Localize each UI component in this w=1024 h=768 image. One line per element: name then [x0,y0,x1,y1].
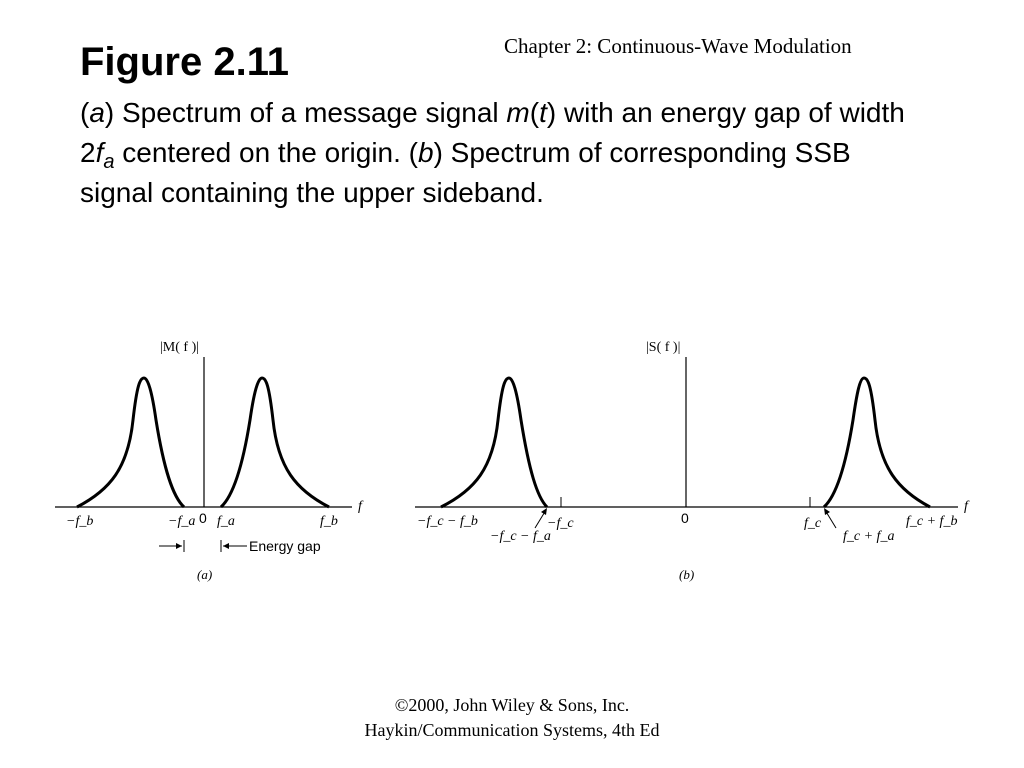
panel-a [55,340,364,582]
figure-title: Figure 2.11 [80,40,289,84]
energy-gap-label: Energy gap [249,538,321,554]
caption-part: b [418,137,434,168]
panel-b [415,340,970,582]
tick-label: f_b [320,514,338,529]
tick-label: f_a [217,514,235,529]
tick-label: −f_b [66,514,94,529]
panel-a-sublabel: (a) [197,567,213,582]
caption-part: ( [80,97,90,128]
spectrum-lobe-positive [221,378,329,507]
arrowhead [176,543,182,549]
ylabel-b: |S( f )| [646,340,681,355]
caption-part: t [539,97,547,128]
ssb-lobe-positive [824,378,930,507]
arrowhead [223,543,229,549]
xlabel-b: f [964,499,968,514]
ssb-lobe-negative [441,378,547,507]
panel-b-sublabel: (b) [679,567,695,582]
spectrum-lobe-negative [77,378,184,507]
tick-label: f_c + f_a [843,529,895,544]
caption-part: centered on the origin. ( [114,137,418,168]
tick-label: f_c [804,516,822,531]
caption-part: ) with an energy gap of width 2 [80,97,905,168]
tick-label: −f_c [547,516,574,531]
tick-label: −f_c − f_b [417,514,478,529]
ylabel-a: |M( f )| [160,340,200,355]
tick-label: f_c + f_b [906,514,958,529]
caption-part: ( [529,97,540,128]
chapter-header: Chapter 2: Continuous-Wave Modulation [504,34,852,58]
caption-part: a [89,97,105,128]
copyright-line: ©2000, John Wiley & Sons, Inc. [394,695,630,715]
tick-label: 0 [199,510,207,526]
tick-label: 0 [681,510,689,526]
book-citation: Haykin/Communication Systems, 4th Ed [364,720,660,740]
tick-label: −f_c − f_a [490,529,551,544]
caption-part: f [95,137,104,168]
caption-part: m [506,97,530,128]
tick-label: −f_a [168,514,196,529]
xlabel-a: f [358,499,362,514]
caption-part: a [103,151,115,173]
caption-part: ) Spectrum of corresponding SSB signal containing the upper sideband. [80,137,851,208]
caption-part: ) Spectrum of a message signal [104,97,507,128]
